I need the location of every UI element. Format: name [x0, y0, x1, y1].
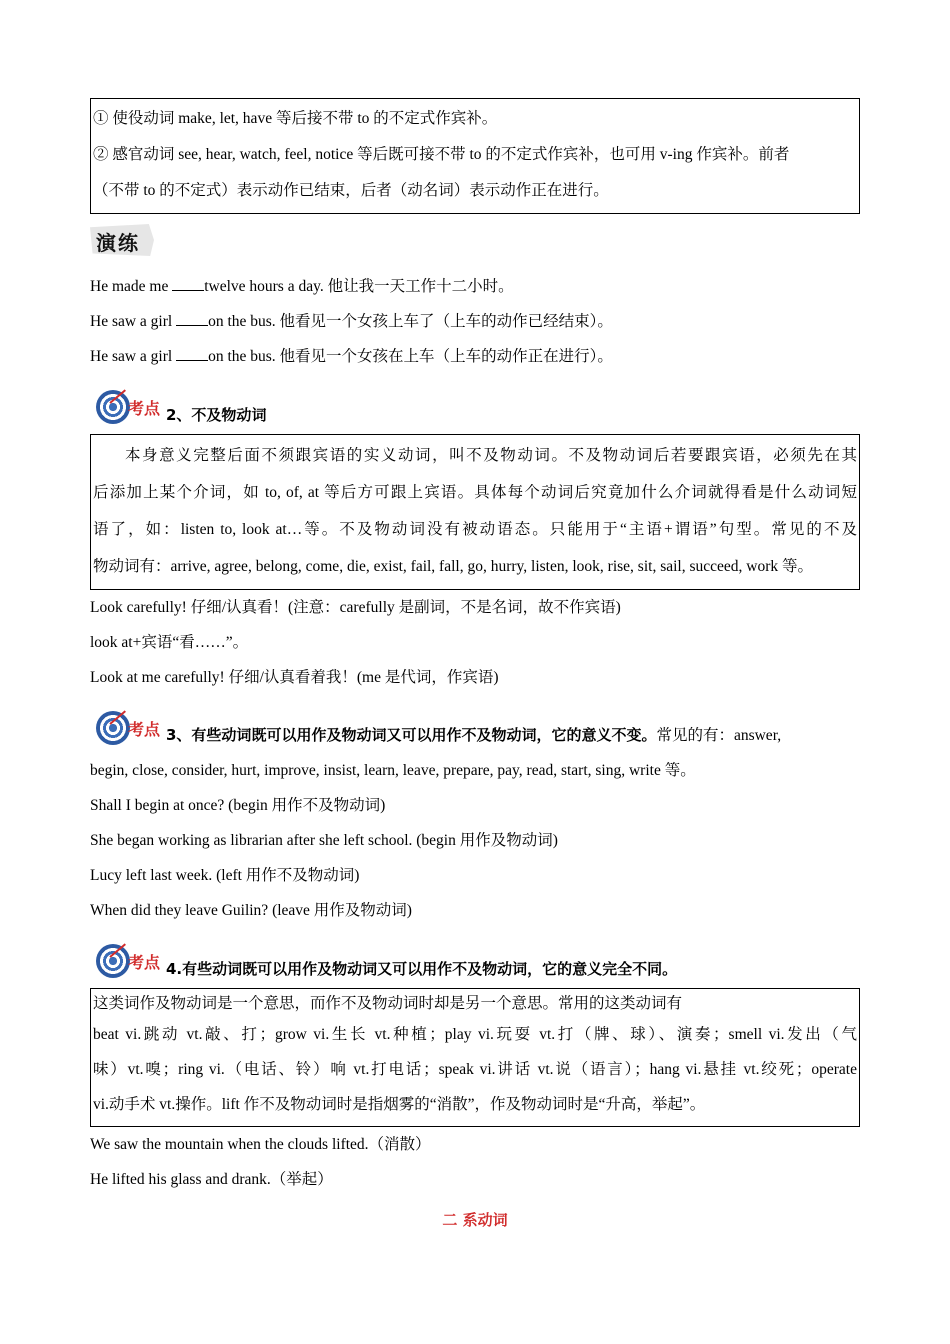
point-3-title-tail: 常见的有：answer,	[656, 727, 782, 744]
practice-example-1: He made me twelve hours a day. 他让我一天工作十二小时。	[90, 278, 514, 295]
point-4-example-1: We saw the mountain when the clouds lifted.（消散）	[90, 1136, 431, 1153]
target-icon	[96, 944, 130, 978]
point-3-heading	[90, 705, 860, 749]
kaodian-badge	[90, 388, 166, 428]
meaning-change-4: vi.动手术 vt.操作。lift 作不及物动词时是指烟雾的“消散”，作及物动词时是“升高，举起”。	[93, 1096, 706, 1113]
kaodian-label: 考点	[128, 399, 161, 418]
kaodian-badge	[90, 709, 166, 749]
intransitive-def-3: 语了，如：listen to, look at…等。不及物动词没有被动语态。只能用于“主语+谓语”句型。常见的不及	[93, 521, 857, 538]
point-3-example-2: She began working as librarian after she left school. (begin 用作及物动词)	[90, 832, 558, 849]
point-3-example-1: Shall I begin at once? (begin 用作不及物动词)	[90, 797, 386, 814]
rule-causative: ① 使役动词 make, let, have 等后接不带 to 的不定式作宾补。	[93, 110, 498, 127]
practice-label: 演练	[96, 231, 140, 255]
practice-example-2: He saw a girl on the bus. 他看见一个女孩上车了（上车的动作已经结束）。	[90, 313, 613, 330]
intransitive-def-4: 物动词有：arrive, agree, belong, come, die, exist, fail, fall, go, hurry, listen, look, rise, sit, sail, succeed, work 等。	[93, 558, 813, 575]
point-2-example-3: Look at me carefully! 仔细/认真看着我！(me 是代词，作宾语)	[90, 669, 499, 686]
meaning-change-2: beat vi.跳动 vt.敲、打；grow vi.生长 vt.种植；play vi.玩耍 vt.打（牌、球）、演奏；smell vi.发出（气	[93, 1026, 857, 1043]
practice-badge	[90, 224, 154, 258]
target-icon	[96, 390, 130, 424]
rule-box-4	[90, 988, 860, 1127]
kaodian-label: 考点	[128, 953, 161, 972]
point-4-heading	[90, 938, 860, 982]
practice-example-3: He saw a girl on the bus. 他看见一个女孩在上车（上车的动作正在进行）。	[90, 348, 613, 365]
kaodian-label: 考点	[128, 720, 161, 739]
intransitive-def-1: 本身意义完整后面不须跟宾语的实义动词，叫不及物动词。不及物动词后若要跟宾语，必须先在其	[125, 447, 857, 464]
blank-line	[176, 311, 208, 326]
point-4-example-2: He lifted his glass and drank.（举起）	[90, 1171, 333, 1188]
rule-box-2	[90, 434, 860, 590]
intransitive-def-2: 后添加上某个介词，如 to, of, at 等后方可跟上宾语。具体每个动词后究竟加什么介词就得看是什么动词短	[93, 484, 857, 501]
meaning-change-3: 味）vt.嗅；ring vi.（电话、铃）响 vt.打电话；speak vi.讲话 vt.说（语言）；hang vi.悬挂 vt.绞死；operate	[93, 1061, 857, 1078]
kaodian-badge	[90, 942, 166, 982]
rule-perception: ② 感官动词 see, hear, watch, feel, notice 等后既可接不带 to 的不定式作宾补，也可用 v-ing 作宾补。前者	[93, 146, 790, 163]
point-3-verb-list: begin, close, consider, hurt, improve, insist, learn, leave, prepare, pay, read, start, sing, write 等。	[90, 762, 696, 779]
point-4-title: 4.有些动词既可以用作及物动词又可以用作不及物动词，它的意义完全不同。	[166, 960, 678, 978]
point-2-example-2: look at+宾语“看……”。	[90, 634, 249, 651]
point-3-example-4: When did they leave Guilin? (leave 用作及物动词)	[90, 902, 412, 919]
target-icon	[96, 711, 130, 745]
point-2-example-1: Look carefully! 仔细/认真看！(注意：carefully 是副词，不是名词，故不作宾语)	[90, 599, 621, 616]
rule-box-1	[90, 98, 860, 214]
document-page	[90, 98, 860, 1235]
section-2-title: 二 系动词	[442, 1211, 508, 1229]
blank-line	[176, 346, 208, 361]
point-2-title: 2、不及物动词	[166, 406, 267, 424]
point-3-example-3: Lucy left last week. (left 用作不及物动词)	[90, 867, 360, 884]
rule-perception-cont: （不带 to 的不定式）表示动作已结束，后者（动名词）表示动作正在进行。	[93, 182, 609, 199]
blank-line	[172, 276, 204, 291]
meaning-change-1: 这类词作及物动词是一个意思，而作不及物动词时却是另一个意思。常用的这类动词有	[93, 995, 683, 1012]
point-2-heading	[90, 384, 860, 428]
point-3-title: 3、有些动词既可以用作及物动词又可以用作不及物动词，它的意义不变。常见的有：answer,	[166, 726, 782, 744]
